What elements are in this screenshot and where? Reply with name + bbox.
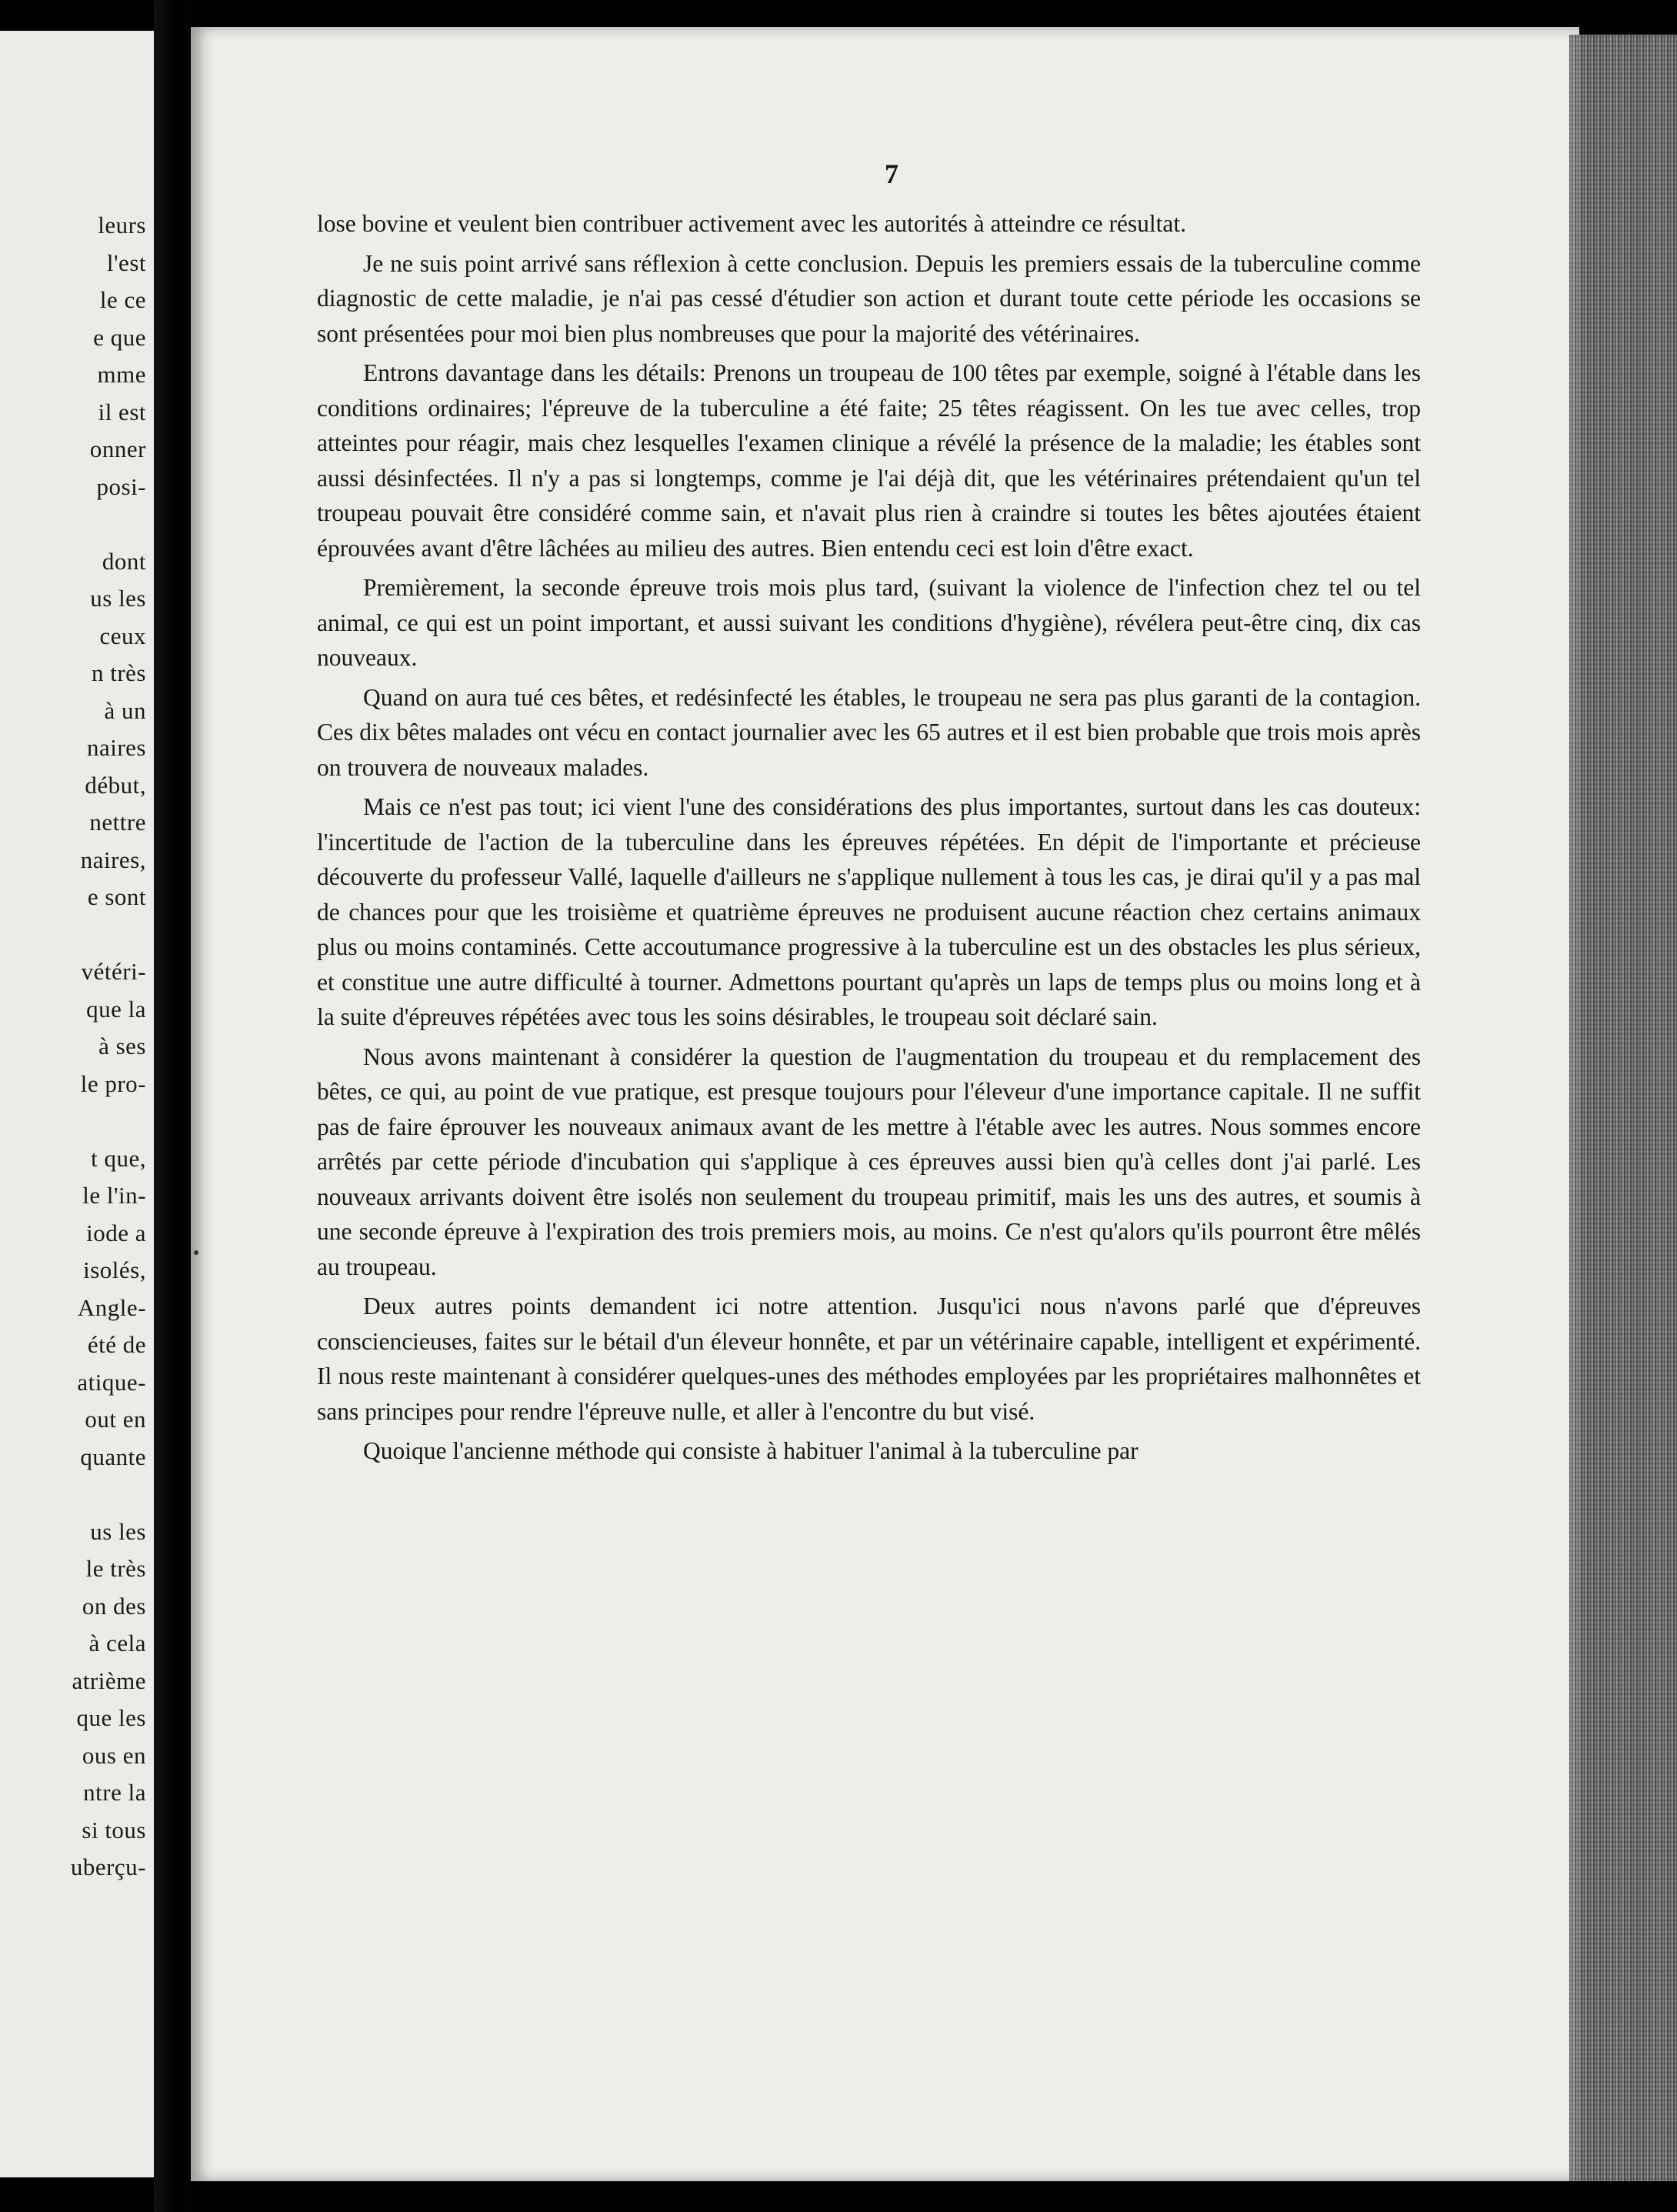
left-page-line: début, (85, 771, 146, 799)
left-page-line: naires, (80, 846, 146, 873)
left-page-line: e sont (87, 883, 146, 910)
left-page-line: si tous (82, 1816, 146, 1843)
left-page-line: dont (102, 547, 146, 575)
left-page-line: ous en (82, 1741, 146, 1769)
left-page-line: quante (80, 1443, 146, 1470)
left-page-line: n très (91, 659, 146, 686)
left-page-line: onner (89, 435, 146, 462)
left-page-line: le l'in- (82, 1182, 146, 1209)
page-block-edge (1569, 35, 1677, 2181)
left-page-line: Angle- (77, 1293, 146, 1321)
left-page-line: le ce (99, 286, 146, 313)
left-page-line: us les (90, 1517, 146, 1545)
left-page-line: atrième (72, 1667, 146, 1694)
left-page-line: l'est (106, 249, 146, 276)
left-page-line: leurs (98, 212, 146, 239)
left-page-line: naires (86, 734, 146, 761)
left-page-line: le très (85, 1555, 146, 1582)
page-body-text (317, 206, 1421, 1469)
paragraph: lose bovine et veulent bien contribuer activement avec les autorités à atteindre ce résultat. (317, 210, 1187, 237)
left-page-line: nettre (89, 809, 146, 836)
paragraph: Nous avons maintenant à considérer la question de l'augmentation du troupeau et du remplacement des bêtes, ce qui, au point de vue pratique, est presque toujours pour l'éleveur d'une importance capitale. Il ne suffit pas de faire éprouver les nouveaux animaux avant de les mettre à l'étable avec les autres. Nous sommes encore arrêtés par cette période d'incubation qui s'applique à ces épreuves aussi bien qu'à celles dont j'ai parlé. Les nouveaux arrivants doivent être isolés non seulement du troupeau primitif, mais les uns des autres, et soumis à une seconde épreuve à l'expiration des trois premiers mois, au moins. Ce n'est qu'alors qu'ils pourront être mêlés au troupeau. (317, 1043, 1421, 1280)
paragraph: Premièrement, la seconde épreuve trois mois plus tard, (suivant la violence de l'infection chez tel ou tel animal, ce qui est un point important, et aussi suivant les conditions d'hygiène), révélera peut-être cinq, dix cas nouveaux. (317, 574, 1421, 671)
left-page-line: ntre la (83, 1779, 146, 1806)
left-page-line: à ses (98, 1033, 146, 1059)
left-page-line: us les (90, 585, 146, 612)
page-number: 7 (885, 158, 899, 189)
left-facing-page (0, 31, 154, 2177)
left-page-line: il est (98, 398, 146, 425)
left-page-line: ceux (99, 622, 146, 649)
left-page-line: posi- (96, 472, 146, 500)
left-page-line: à un (104, 696, 146, 724)
paragraph: Quand on aura tué ces bêtes, et redésinfecté les étables, le troupeau ne sera pas plus garanti de la contagion. Ces dix bêtes malades ont vécu en contact journalier avec les 65 autres et il est bien probable que trois mois après on trouvera de nouveaux malades. (317, 683, 1421, 781)
left-page-line: on des (82, 1592, 146, 1620)
left-page-line: iode a (86, 1219, 146, 1246)
left-page-line: vétéri- (81, 958, 146, 985)
left-page-line: atique- (77, 1368, 146, 1396)
left-page-line: t que, (91, 1144, 146, 1172)
left-page-line: à cela (88, 1630, 146, 1656)
paragraph: Deux autres points demandent ici notre attention. Jusqu'ici nous n'avons parlé que d'épreuves consciencieuses, faites sur le bétail d'un éleveur honnête, et par un vétérinaire capable, intelligent et expérimenté. Il nous reste maintenant à considérer quelques-unes des méthodes employées par les propriétaires malhonnêtes et sans principes pour rendre l'épreuve nulle, et aller à l'encontre du but visé. (317, 1293, 1421, 1425)
book-gutter (154, 0, 192, 2212)
paragraph: Entrons davantage dans les détails: Prenons un troupeau de 100 têtes par exemple, soigné à l'étable dans les conditions ordinaires; l'épreuve de la tuberculine a été faite; 25 têtes réagissent. On les tue avec celles, trop atteintes pour réagir, mais chez lesquelles l'examen clinique a révélé la présence de la maladie; les étables sont aussi désinfectées. Il n'y a pas si longtemps, comme je l'ai déjà dit, que les vétérinaires prétendaient qu'un tel troupeau pouvait être considéré comme sain, et n'avait plus rien à craindre si toutes les bêtes ajoutées étaient éprouvées avant d'être lâchées au milieu des autres. Bien entendu ceci est loin d'être exact. (317, 359, 1421, 562)
left-page-line: out en (85, 1406, 146, 1433)
ink-spot (194, 1250, 198, 1255)
left-page-line: le pro- (80, 1069, 146, 1097)
paragraph: Quoique l'ancienne méthode qui consiste à habituer l'animal à la tuberculine par (363, 1437, 1139, 1464)
paragraph: Mais ce n'est pas tout; ici vient l'une des considérations des plus importantes, surtout dans les cas douteux: l'incertitude de l'action de la tuberculine dans les épreuves répétées. En dépit de l'importante et précieuse découverte du professeur Vallé, laquelle d'ailleurs ne s'applique nullement à tous les cas, je dirai qu'il y a pas mal de chances pour que les troisième et quatrième épreuves ne produisent aucune réaction chez certains animaux plus ou moins contaminés. Cette accoutumance progressive à la tuberculine est un des obstacles les plus sérieux, et constitue une autre difficulté à tourner. Admettons pourtant qu'après un laps de temps plus ou moins long et à la suite d'épreuves répétées avec tous les soins désirables, le troupeau soit déclaré sain. (317, 793, 1421, 1030)
left-page-line: que les (76, 1704, 146, 1731)
left-page-line: isolés, (83, 1256, 146, 1283)
left-page-line: que la (86, 995, 146, 1023)
paragraph: Je ne suis point arrivé sans réflexion à cette conclusion. Depuis les premiers essais de la tuberculine comme diagnostic de cette maladie, je n'ai pas cessé d'étudier son action et durant toute cette période les occasions se sont présentées pour moi bien plus nombreuses que pour la majorité des vétérinaires. (317, 249, 1421, 347)
left-page-line: été de (87, 1331, 146, 1358)
left-page-line: e que (93, 323, 146, 351)
left-page-line: uberçu- (70, 1853, 146, 1880)
left-page-line: mme (97, 361, 146, 388)
